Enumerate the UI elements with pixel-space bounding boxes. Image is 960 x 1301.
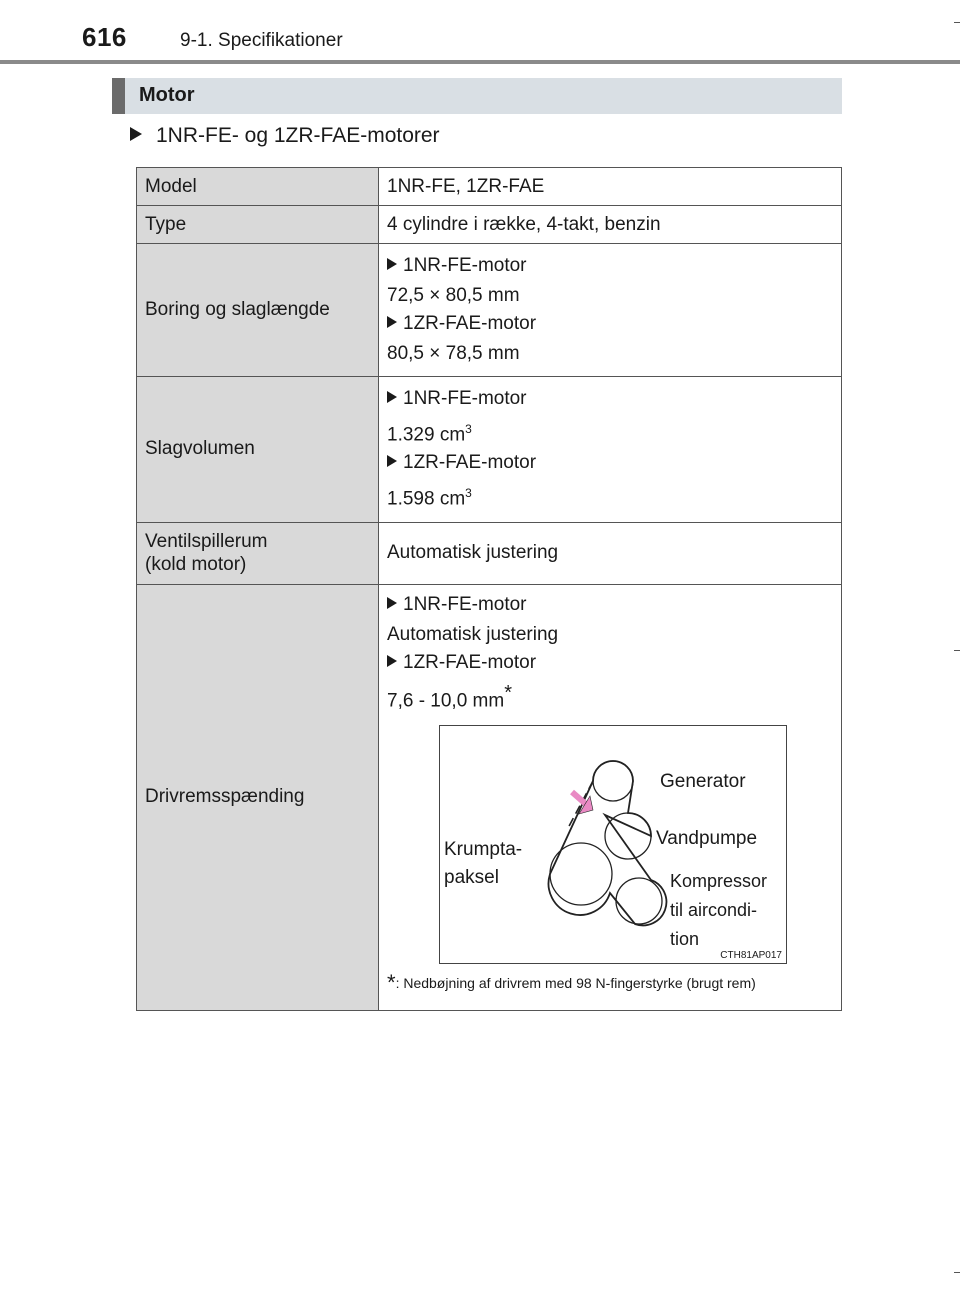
spec-value: 80,5 × 78,5 mm	[387, 343, 520, 364]
header-rule	[0, 60, 960, 64]
spec-value: 7,6 - 10,0 mm*	[387, 681, 513, 711]
table-row	[137, 206, 842, 244]
row-label: Boring og slaglængde	[137, 244, 379, 377]
footnote: *: Nedbøjning af drivrem med 98 N-fingerstyrke (brugt rem)	[387, 969, 756, 995]
crankshaft-label: Krumpta- paksel	[444, 838, 523, 888]
table-row	[137, 522, 842, 584]
triangle-bullet-icon	[387, 455, 397, 467]
compressor-pulley	[616, 878, 662, 924]
water-pump-label: Vandpumpe	[656, 827, 758, 849]
engine-label: 1ZR-FAE-motor	[387, 310, 833, 338]
triangle-bullet-icon	[387, 597, 397, 609]
table-row	[137, 377, 842, 523]
spec-value: 72,5 × 80,5 mm	[387, 285, 520, 306]
subheading-text: 1NR-FE- og 1ZR-FAE-motorer	[156, 124, 440, 147]
row-value: 4 cylindre i række, 4-takt, benzin	[379, 206, 842, 244]
crop-mark	[954, 1272, 960, 1273]
spec-table	[136, 167, 842, 1011]
generator-label: Generator	[660, 770, 746, 792]
engine-label: 1ZR-FAE-motor	[387, 449, 833, 477]
section-header	[112, 78, 842, 114]
triangle-bullet-icon	[387, 655, 397, 667]
engine-label: 1ZR-FAE-motor	[387, 649, 833, 677]
engine-label: 1NR-FE-motor	[387, 591, 833, 619]
row-label: Ventilspillerum (kold motor)	[137, 522, 379, 584]
engine-label: 1NR-FE-motor	[387, 385, 833, 413]
triangle-bullet-icon	[387, 316, 397, 328]
table-row	[137, 168, 842, 206]
compressor-label: Kompressor til aircondi- tion	[670, 870, 768, 949]
spec-value: 1.329 $cm^3$	[387, 422, 472, 446]
crop-mark	[954, 650, 960, 651]
row-value: 1NR-FE, 1ZR-FAE	[379, 168, 842, 206]
triangle-bullet-icon	[387, 258, 397, 270]
section-title: Motor	[139, 84, 195, 106]
subheading	[130, 124, 440, 148]
table-row	[137, 244, 842, 377]
triangle-bullet-icon	[130, 127, 142, 141]
figure-code: CTH81AP017	[720, 949, 782, 961]
row-label: Slagvolumen	[137, 377, 379, 523]
belt-diagram	[439, 725, 787, 964]
spec-value: 1.598 $cm^3$	[387, 486, 472, 510]
row-label: Type	[137, 206, 379, 244]
footnote-mark: *	[387, 969, 396, 995]
row-value: Automatisk justering	[379, 522, 842, 584]
triangle-bullet-icon	[387, 391, 397, 403]
chapter-title: 9-1. Specifikationer	[180, 30, 343, 51]
engine-label: 1NR-FE-motor	[387, 252, 833, 280]
spec-value: Automatisk justering	[387, 623, 559, 645]
row-label: Model	[137, 168, 379, 206]
table-row	[137, 584, 842, 1010]
crop-mark	[954, 22, 960, 23]
page-number: 616	[82, 22, 127, 52]
row-label: Drivremsspænding	[137, 584, 379, 1010]
